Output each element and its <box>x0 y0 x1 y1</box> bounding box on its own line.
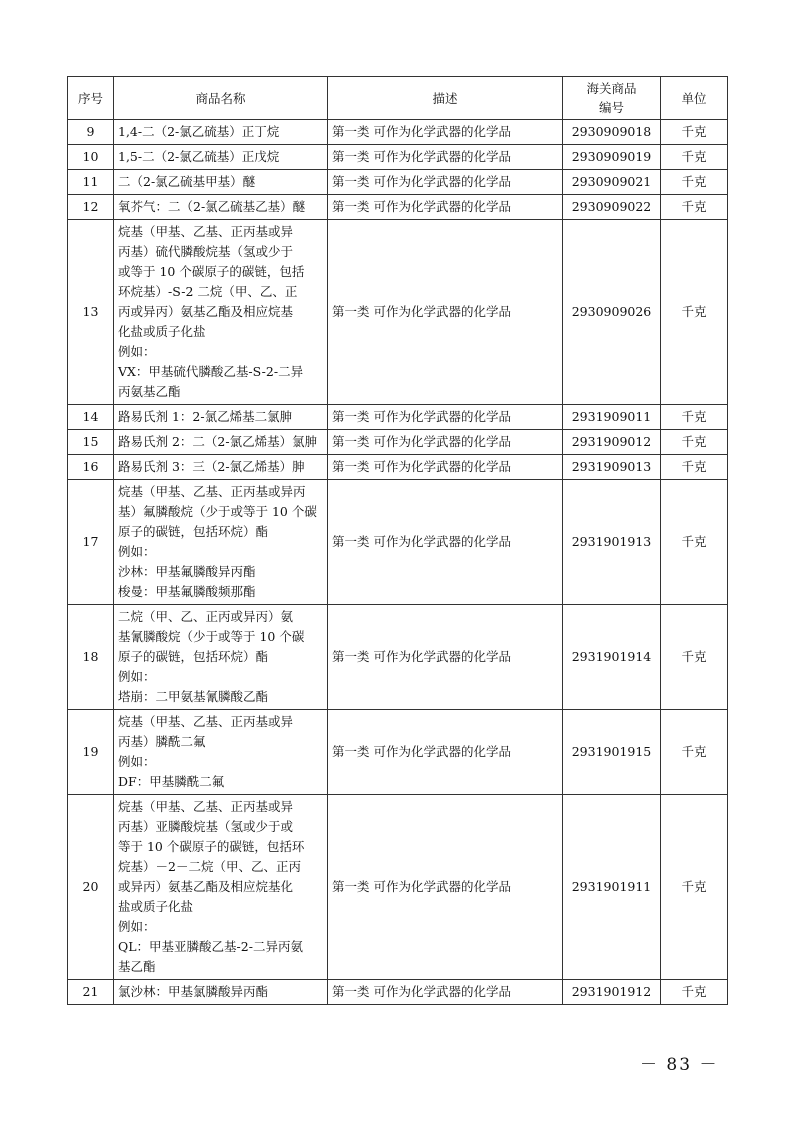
table-row <box>68 120 728 145</box>
row-description: 第一类 可作为化学武器的化学品 <box>328 145 563 170</box>
header-desc: 描述 <box>328 77 563 120</box>
product-name-line: 沙林：甲基氟膦酸异丙酯 <box>118 564 256 579</box>
product-name-line: 路易氏剂 2：二（2-氯乙烯基）氯胂 <box>118 434 318 449</box>
table-row <box>68 480 728 605</box>
product-name-line: 塔崩：二甲氨基氰膦酸乙酯 <box>118 689 269 704</box>
product-name-line: 路易氏剂 3：三（2-氯乙烯基）胂 <box>118 459 305 474</box>
header-name: 商品名称 <box>114 77 328 120</box>
product-name-line: 或异丙）氨基乙酯及相应烷基化 <box>118 879 294 894</box>
product-name-line: 或等于 10 个碳原子的碳链，包括 <box>118 264 305 279</box>
product-name-line: 原子的碳链，包括环烷）酯 <box>118 524 269 539</box>
row-description: 第一类 可作为化学武器的化学品 <box>328 480 563 605</box>
row-unit: 千克 <box>661 795 728 980</box>
product-name-line: 1,5-二（2-氯乙硫基）正戊烷 <box>118 149 280 164</box>
row-customs-code: 2931901914 <box>563 605 661 710</box>
row-description: 第一类 可作为化学武器的化学品 <box>328 455 563 480</box>
header-seq: 序号 <box>68 77 114 120</box>
row-unit: 千克 <box>661 195 728 220</box>
table-row <box>68 145 728 170</box>
row-customs-code: 2930909022 <box>563 195 661 220</box>
row-customs-code: 2931909013 <box>563 455 661 480</box>
row-product-name <box>114 430 328 455</box>
product-name-line: QL：甲基亚膦酸乙基-2-二异丙氨 <box>118 939 303 954</box>
product-name-line: 环烷基）-S-2 二烷（甲、乙、正 <box>118 284 298 299</box>
row-product-name <box>114 405 328 430</box>
product-name-line: 丙基）亚膦酸烷基（氢或少于或 <box>118 819 294 834</box>
row-customs-code: 2930909026 <box>563 220 661 405</box>
row-description: 第一类 可作为化学武器的化学品 <box>328 220 563 405</box>
product-name-line: 等于 10 个碳原子的碳链，包括环 <box>118 839 305 854</box>
table-row <box>68 455 728 480</box>
product-name-line: 烷基（甲基、乙基、正丙基或异 <box>118 714 294 729</box>
row-seq: 13 <box>68 220 114 405</box>
row-seq: 21 <box>68 980 114 1005</box>
product-name-line: 例如： <box>118 669 156 684</box>
product-name-line: 基氰膦酸烷（少于或等于 10 个碳 <box>118 629 305 644</box>
product-name-line: 路易氏剂 1：2-氯乙烯基二氯胂 <box>118 409 293 424</box>
table-row <box>68 430 728 455</box>
row-seq: 17 <box>68 480 114 605</box>
table-row <box>68 195 728 220</box>
row-unit: 千克 <box>661 405 728 430</box>
table-header-row <box>68 77 728 120</box>
row-customs-code: 2931901915 <box>563 710 661 795</box>
row-description: 第一类 可作为化学武器的化学品 <box>328 605 563 710</box>
row-description: 第一类 可作为化学武器的化学品 <box>328 710 563 795</box>
row-product-name <box>114 710 328 795</box>
row-product-name <box>114 605 328 710</box>
product-name-line: 丙基）硫代膦酸烷基（氢或少于 <box>118 244 294 259</box>
row-unit: 千克 <box>661 605 728 710</box>
row-customs-code: 2931909011 <box>563 405 661 430</box>
header-code-line2: 编号 <box>598 100 624 115</box>
table-row <box>68 605 728 710</box>
row-unit: 千克 <box>661 480 728 605</box>
chemical-catalog-table <box>67 76 728 1005</box>
product-name-line: DF：甲基膦酰二氟 <box>118 774 225 789</box>
row-unit: 千克 <box>661 430 728 455</box>
row-product-name <box>114 795 328 980</box>
table-row <box>68 170 728 195</box>
product-name-line: 1,4-二（2-氯乙硫基）正丁烷 <box>118 124 280 139</box>
product-name-line: 基乙酯 <box>118 959 156 974</box>
product-name-line: 丙氨基乙酯 <box>118 384 181 399</box>
header-customs-code <box>563 77 661 120</box>
row-unit: 千克 <box>661 170 728 195</box>
row-description: 第一类 可作为化学武器的化学品 <box>328 405 563 430</box>
product-name-line: 烷基（甲基、乙基、正丙基或异 <box>118 799 294 814</box>
product-name-line: 盐或质子化盐 <box>118 899 194 914</box>
row-unit: 千克 <box>661 710 728 795</box>
header-unit: 单位 <box>661 77 728 120</box>
row-seq: 16 <box>68 455 114 480</box>
table-row <box>68 220 728 405</box>
row-description: 第一类 可作为化学武器的化学品 <box>328 170 563 195</box>
row-customs-code: 2930909021 <box>563 170 661 195</box>
row-product-name <box>114 220 328 405</box>
product-name-line: 原子的碳链，包括环烷）酯 <box>118 649 269 664</box>
product-name-line: 化盐或质子化盐 <box>118 324 206 339</box>
product-name-line: 例如： <box>118 344 156 359</box>
row-customs-code: 2931901912 <box>563 980 661 1005</box>
row-description: 第一类 可作为化学武器的化学品 <box>328 795 563 980</box>
row-product-name <box>114 170 328 195</box>
product-name-line: 丙基）膦酰二氟 <box>118 734 206 749</box>
row-description: 第一类 可作为化学武器的化学品 <box>328 980 563 1005</box>
row-product-name <box>114 480 328 605</box>
product-name-line: 梭曼：甲基氟膦酸频那酯 <box>118 584 256 599</box>
row-unit: 千克 <box>661 120 728 145</box>
product-name-line: VX：甲基硫代膦酸乙基-S-2-二异 <box>118 364 304 379</box>
row-unit: 千克 <box>661 145 728 170</box>
table-row <box>68 710 728 795</box>
row-unit: 千克 <box>661 220 728 405</box>
row-customs-code: 2930909018 <box>563 120 661 145</box>
row-description: 第一类 可作为化学武器的化学品 <box>328 120 563 145</box>
row-product-name <box>114 195 328 220</box>
product-name-line: 氧芥气：二（2-氯乙硫基乙基）醚 <box>118 199 306 214</box>
page-number: － 83 － <box>640 1055 719 1075</box>
product-name-line: 烷基（甲基、乙基、正丙基或异 <box>118 224 294 239</box>
row-customs-code: 2931909012 <box>563 430 661 455</box>
product-name-line: 基）氟膦酸烷（少于或等于 10 个碳 <box>118 504 317 519</box>
row-seq: 14 <box>68 405 114 430</box>
product-name-line: 二烷（甲、乙、正丙或异丙）氨 <box>118 609 294 624</box>
product-name-line: 氯沙林：甲基氯膦酸异丙酯 <box>118 984 269 999</box>
product-name-line: 例如： <box>118 919 156 934</box>
product-name-line: 例如： <box>118 544 156 559</box>
row-seq: 10 <box>68 145 114 170</box>
row-seq: 9 <box>68 120 114 145</box>
row-product-name <box>114 120 328 145</box>
row-customs-code: 2930909019 <box>563 145 661 170</box>
row-customs-code: 2931901911 <box>563 795 661 980</box>
row-product-name <box>114 980 328 1005</box>
header-code-line1: 海关商品 <box>586 81 637 96</box>
table-row <box>68 405 728 430</box>
row-seq: 15 <box>68 430 114 455</box>
row-seq: 20 <box>68 795 114 980</box>
product-name-line: 二（2-氯乙硫基甲基）醚 <box>118 174 256 189</box>
table-body <box>68 120 728 1005</box>
row-seq: 18 <box>68 605 114 710</box>
row-product-name <box>114 145 328 170</box>
product-name-line: 烷基）－2－二烷（甲、乙、正丙 <box>118 859 301 874</box>
row-seq: 19 <box>68 710 114 795</box>
product-name-line: 例如： <box>118 754 156 769</box>
table-row <box>68 980 728 1005</box>
row-product-name <box>114 455 328 480</box>
row-seq: 12 <box>68 195 114 220</box>
row-seq: 11 <box>68 170 114 195</box>
row-unit: 千克 <box>661 980 728 1005</box>
row-description: 第一类 可作为化学武器的化学品 <box>328 195 563 220</box>
product-name-line: 丙或异丙）氨基乙酯及相应烷基 <box>118 304 294 319</box>
table-row <box>68 795 728 980</box>
row-description: 第一类 可作为化学武器的化学品 <box>328 430 563 455</box>
row-unit: 千克 <box>661 455 728 480</box>
product-name-line: 烷基（甲基、乙基、正丙基或异丙 <box>118 484 306 499</box>
row-customs-code: 2931901913 <box>563 480 661 605</box>
